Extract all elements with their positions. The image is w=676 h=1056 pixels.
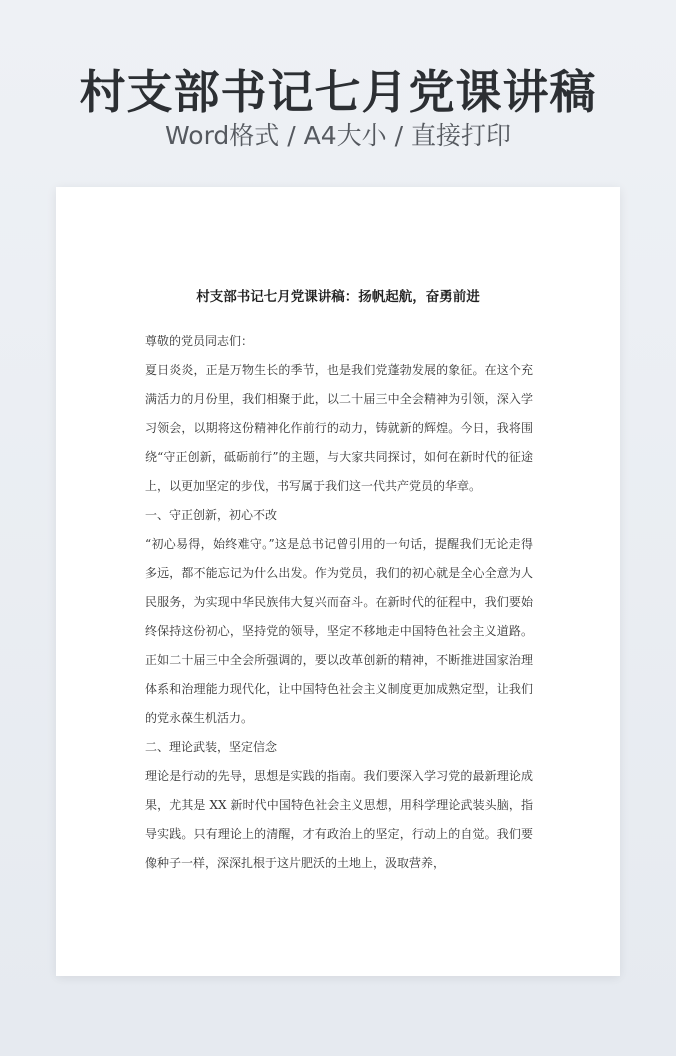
section-heading-1: 一、守正创新，初心不改: [145, 508, 278, 522]
document-title: 村支部书记七月党课讲稿：扬帆起航，奋勇前进: [196, 289, 480, 305]
paragraph-intro: 夏日炎炎，正是万物生长的季节，也是我们党蓬勃发展的象征。在这个充满活力的月份里，我们相聚于此，以二十届三中全会精神为引领，深入学习领会，以期将这份精神化作前行的动力，铸就新的辉煌。今日，我将围绕“守正创新，砥砺前行”的主题，与大家共同探讨，如何在新时代的征途上，以更加坚定的步伐，书写属于我们这一代共产党员的华章。: [145, 363, 533, 493]
document-body: [145, 327, 533, 878]
section-heading-2: 二、理论武装，坚定信念: [145, 740, 278, 754]
paragraph-section-1: “初心易得，始终难守。”这是总书记曾引用的一句话，提醒我们无论走得多远，都不能忘记为什么出发。作为党员，我们的初心就是全心全意为人民服务，为实现中华民族伟大复兴而奋斗。在新时代的征程中，我们要始终保持这份初心，坚持党的领导，坚定不移地走中国特色社会主义道路。正如二十届三中全会所强调的，要以改革创新的精神，不断推进国家治理体系和治理能力现代化，让中国特色社会主义制度更加成熟定型，让我们的党永葆生机活力。: [145, 537, 533, 725]
banner-title: 村支部书记七月党课讲稿: [79, 65, 597, 119]
document-page: [56, 187, 620, 976]
paragraph-section-2: 理论是行动的先导，思想是实践的指南。我们要深入学习党的最新理论成果，尤其是 XX 新时代中国特色社会主义思想，用科学理论武装头脑，指导实践。只有理论上的清醒，才有政治上的坚定，行动上的自觉。我们要像种子一样，深深扎根于这片肥沃的土地上，汲取营养，: [145, 769, 533, 870]
salutation: 尊敬的党员同志们：: [145, 334, 254, 348]
banner-subtitle: Word格式 / A4大小 / 直接打印: [165, 121, 511, 150]
